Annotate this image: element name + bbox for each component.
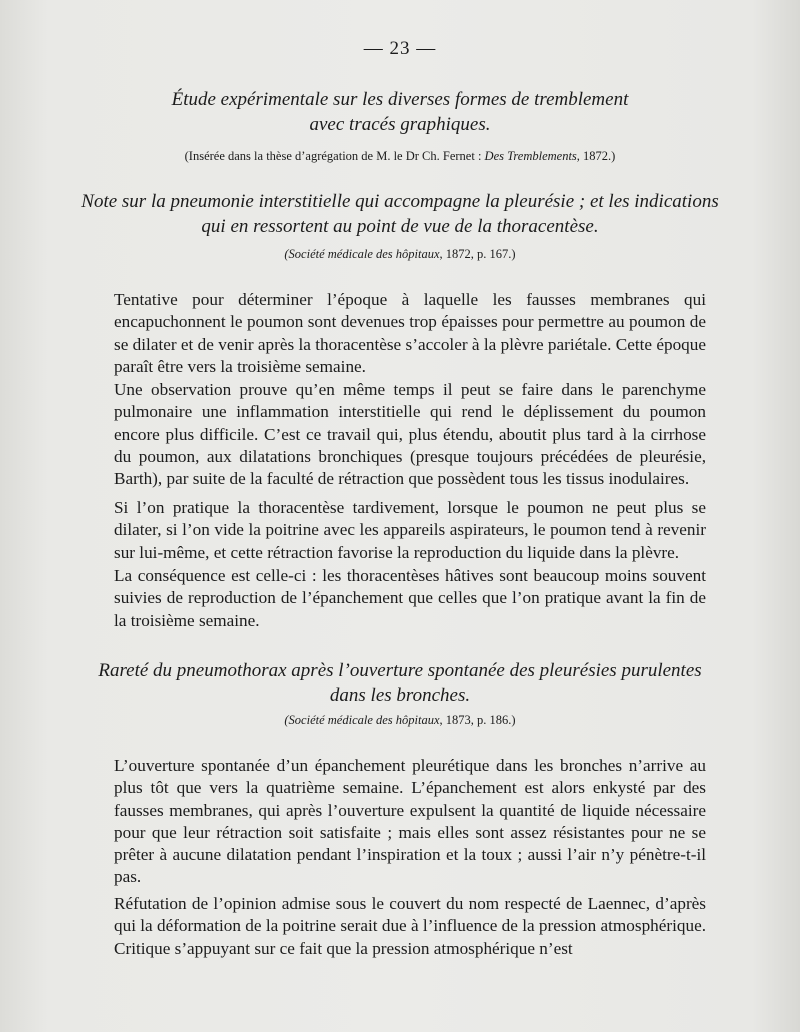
section3-source xyxy=(60,712,740,728)
section3-paragraph-2: Réfutation de l’opinion admise sous le couvert du nom respecté de Laennec, d’après qui la déformation de la poitrine serait due à l’influence de la pression atmosphérique. Critique s’appuyant sur ce fait que la pression atmosphérique n’est xyxy=(114,894,706,958)
section3-title-line2: dans les bronches. xyxy=(329,685,471,706)
section3-title xyxy=(60,658,740,708)
section1-source-work: Des Tremblements xyxy=(484,149,577,163)
section2-title-line2: qui en ressortent au point de vue de la thoracentèse. xyxy=(201,216,599,237)
section3-source-work: (Société médicale des hôpitaux xyxy=(284,713,440,727)
section1-source-end: , 1872.) xyxy=(576,149,616,163)
section3-title-line1: Rareté du pneumothorax après l’ouverture spontanée des pleurésies purulentes xyxy=(98,660,702,681)
section2-paragraph-1: Tentative pour déterminer l’époque à laquelle les fausses membranes qui encapuchonnent le poumon sont devenues trop épaisses pour permettre au poumon de se dilater et de venir après la thoracentèse s’accoler à la plèvre pariétale. Cette époque paraît être vers la troisième semaine. xyxy=(114,290,706,376)
section1-title xyxy=(60,87,740,137)
section2-paragraph-2: Une observation prouve qu’en même temps il peut se faire dans le parenchyme pulmonaire une inflammation interstitielle qui rend le déplissement du poumon encore plus difficile. C’est ce travail qui, plus étendu, aboutit plus tard à la cirrhose du poumon, aux dilatations bronchiques (presque toujours précédées de pleurésie, Barth), par suite de la faculté de rétraction que possèdent tous les tissus inodulaires. xyxy=(114,380,706,489)
section3-paragraph-1: L’ouverture spontanée d’un épanchement pleurétique dans les bronches n’arrive au plus tôt que vers la quatrième semaine. L’épanchement est alors enkysté par des fausses membranes, qui après l’ouverture expulsent la quantité de liquide nécessaire pour que leur rétraction soit satisfaite ; mais elles sont assez résistantes pour ne se prêter à aucune dilatation pendant l’inspiration et la toux ; aussi l’air n’y pénètre-t-il pas. xyxy=(114,756,706,887)
section2-paragraph-3: Si l’on pratique la thoracentèse tardivement, lorsque le poumon ne peut plus se dilater, si l’on vide la poitrine avec les appareils aspirateurs, le poumon tend à revenir sur lui-même, et cette rétraction favorise la reproduction du liquide dans la plèvre. xyxy=(114,498,706,562)
section1-source xyxy=(60,148,740,164)
section3-source-end: , 1873, p. 186.) xyxy=(439,713,516,727)
page-number-header: — 23 — xyxy=(363,38,437,59)
section1-title-line1: Étude expérimentale sur les diverses formes de tremblement xyxy=(171,89,629,110)
section1-source-text: (Insérée dans la thèse d’agrégation de M. le Dr Ch. Fernet : xyxy=(184,149,485,163)
section2-title xyxy=(60,189,740,239)
section2-source xyxy=(60,246,740,262)
section2-source-work: (Société médicale des hôpitaux xyxy=(284,247,440,261)
section2-paragraph-4: La conséquence est celle-ci : les thoracentèses hâtives sont beaucoup moins souvent suivies de reproduction de l’épanchement que celles que l’on pratique avant la fin de la troisième semaine. xyxy=(114,566,706,630)
section1-title-line2: avec tracés graphiques. xyxy=(309,114,491,135)
section2-source-end: , 1872, p. 167.) xyxy=(439,247,516,261)
section2-title-line1: Note sur la pneumonie interstitielle qui accompagne la pleurésie ; et les indications xyxy=(81,191,719,212)
